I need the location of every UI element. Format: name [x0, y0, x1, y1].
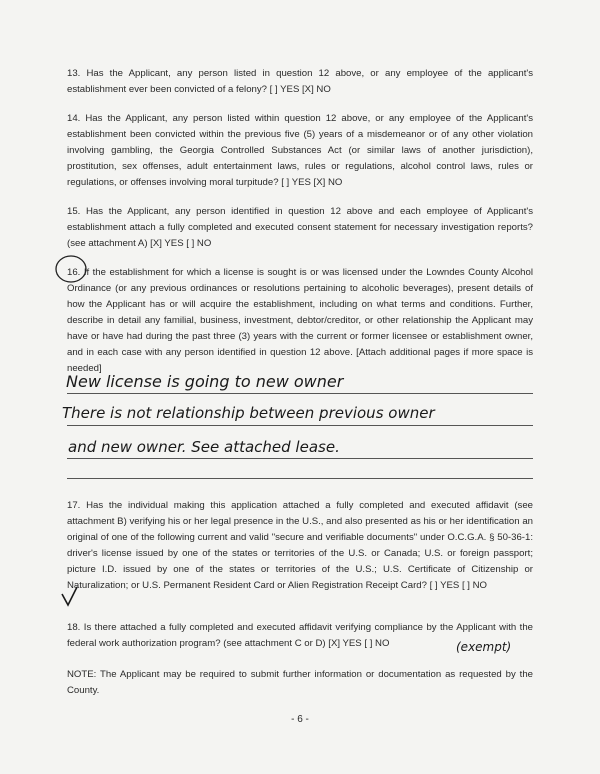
note: NOTE: The Applicant may be required to submit further information or documentation as requested by the County. — [67, 669, 533, 696]
checkmark-icon — [60, 586, 80, 608]
question-14: 14. Has the Applicant, any person listed within question 12 above, or any employee of the Applicant's establishment been convicted within the previous five (5) years of a misdemeanor or of any other violation involving gambling, the Georgia Controlled Substances Act (or similar laws of another jurisdiction), prostitution, sex offenses, adult entertainment laws, rules or regulations, alcohol control laws, rules or regulations, or offenses involving moral turpitude? [ ] YES [X] NO — [67, 113, 533, 188]
question-13: 13. Has the Applicant, any person listed in question 12 above, or any employee of the applicant's establishment ever been convicted of a felony? [ ] YES [X] NO — [67, 68, 533, 95]
handwritten-exempt: (exempt) — [456, 640, 512, 654]
question-17: 17. Has the individual making this application attached a fully completed and executed affidavit (see attachment B) verifying his or her legal presence in the U.S., and also presented as his or her identification an original of one of the following current and valid "secure and verifiable documents" under O.C.G.A. § 50-36-1: driver's license issued by one of the states or territories of the U.S. or Canada; U.S. or foreign passport; picture I.D. issued by one of the states or territories of the U.S.; U.S. Certificate of Citizenship or Naturalization; or U.S. Permanent Resident Card or Alien Registration Receipt Card? [ ] YES [ ] NO — [67, 500, 533, 591]
answer-line — [67, 478, 533, 479]
circle-mark — [54, 254, 88, 284]
handwritten-answer-line-1: New license is going to new owner — [66, 372, 344, 391]
question-18: 18. Is there attached a fully completed and executed affidavit verifying compliance by the Applicant with the federal work authorization program? (see attachment C or D) [X] YES [ ] NO — [67, 622, 533, 649]
answer-line — [67, 425, 533, 426]
question-15: 15. Has the Applicant, any person identified in question 12 above and each employee of Applicant's establishment attach a fully completed and executed consent statement for necessary investigation reports? (see attachment A) [X] YES [ ] NO — [67, 206, 533, 249]
question-16: 16. If the establishment for which a license is sought is or was licensed under the Lowndes County Alcohol Ordinance (or any previous ordinances or resolutions pertaining to alcoholic beverages), present details of how the Applicant has or will acquire the establishment, including on what terms and conditions. Further, describe in detail any familial, business, investment, debtor/creditor, or other relationship the Applicant may have or have had during the past three (3) years with the current or former licensee or establishment owner, and in each case with any person identified in question 12 above. [Attach additional pages if more space is needed] — [67, 267, 533, 374]
page-number: - 6 - — [291, 714, 309, 725]
answer-line — [67, 458, 533, 459]
handwritten-answer-line-3: and new owner. See attached lease. — [68, 438, 340, 456]
handwritten-answer-line-2: There is not relationship between previous owner — [62, 404, 435, 422]
answer-line — [67, 393, 533, 394]
